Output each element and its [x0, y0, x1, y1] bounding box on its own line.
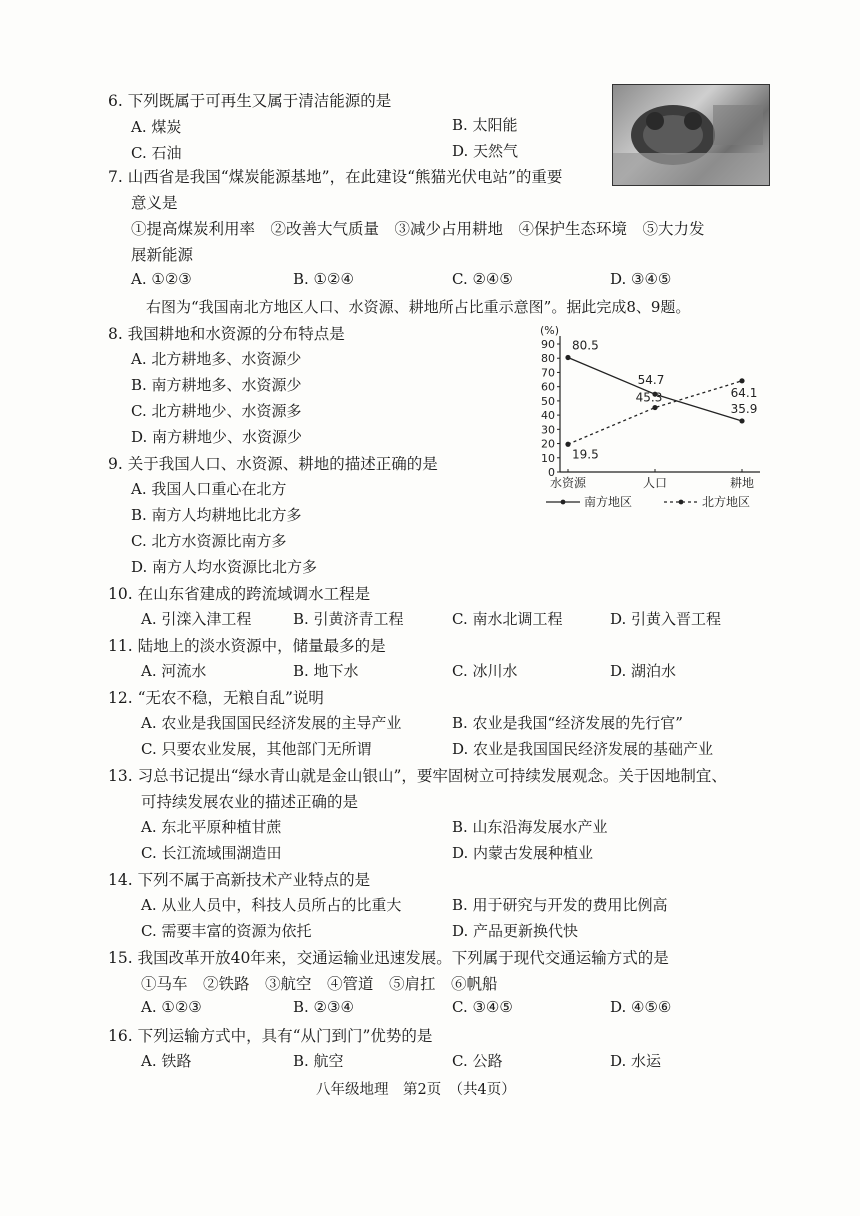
q15-stem: 15. 我国改革开放40年来，交通运输业迅速发展。下列属于现代交通运输方式的是 — [108, 949, 669, 967]
y-tick-label: 20 — [541, 437, 555, 451]
q14-option-a: A. 从业人员中，科技人员所占的比重大 — [141, 896, 402, 914]
q12-option-c: C. 只要农业发展，其他部门无所谓 — [141, 740, 372, 758]
q12-option-a: A. 农业是我国国民经济发展的主导产业 — [141, 714, 402, 732]
q14-option-d: D. 产品更新换代快 — [452, 922, 579, 940]
y-tick-label: 10 — [541, 451, 555, 465]
q15-option-a: A. ①②③ — [141, 998, 202, 1016]
q15-items: ①马车 ②铁路 ③航空 ④管道 ⑤肩扛 ⑥帆船 — [141, 975, 498, 993]
legend-label: 北方地区 — [702, 495, 751, 509]
q14-stem: 14. 下列不属于高新技术产业特点的是 — [108, 871, 371, 889]
data-point — [652, 405, 657, 410]
q7-stem-line2: 意义是 — [131, 194, 178, 212]
q8-option-c: C. 北方耕地少、水资源多 — [131, 402, 302, 420]
q8-option-d: D. 南方耕地少、水资源少 — [131, 428, 303, 446]
x-tick-label: 水资源 — [549, 476, 587, 490]
y-tick-label: 40 — [541, 409, 555, 423]
q6-option-d: D. 天然气 — [452, 142, 519, 160]
x-tick-label: 人口 — [642, 476, 668, 490]
q6-option-a: A. 煤炭 — [131, 118, 182, 136]
q9-option-d: D. 南方人均水资源比北方多 — [131, 558, 318, 576]
y-axis-label: (%) — [540, 324, 560, 337]
q13-option-b: B. 山东沿海发展水产业 — [452, 818, 608, 836]
y-tick-label: 90 — [541, 338, 555, 351]
y-tick-label: 50 — [541, 394, 555, 408]
q12-stem: 12. “无农不稳，无粮自乱”说明 — [108, 689, 324, 707]
q13-stem-line1: 13. 习总书记提出“绿水青山就是金山银山”，要牢固树立可持续发展观念。关于因地制宜、 — [108, 767, 727, 785]
q16-option-b: B. 航空 — [293, 1052, 344, 1070]
data-label: 80.5 — [572, 338, 599, 353]
q14-option-c: C. 需要丰富的资源为依托 — [141, 922, 312, 940]
q11-stem: 11. 陆地上的淡水资源中，储量最多的是 — [108, 637, 386, 655]
q8-option-b: B. 南方耕地多、水资源少 — [131, 376, 302, 394]
y-tick-label: 0 — [548, 466, 555, 479]
page-footer: 八年级地理 第2页 （共4页） — [316, 1082, 516, 1098]
q7-items-line2: 展新能源 — [131, 246, 194, 264]
q6-stem: 6. 下列既属于可再生又属于清洁能源的是 — [108, 92, 392, 110]
q13-option-d: D. 内蒙古发展种植业 — [452, 844, 594, 862]
q9-stem: 9. 关于我国人口、水资源、耕地的描述正确的是 — [108, 455, 438, 473]
q11-option-b: B. 地下水 — [293, 662, 359, 680]
q7-items-line1: ①提高煤炭利用率 ②改善大气质量 ③减少占用耕地 ④保护生态环境 ⑤大力发 — [131, 220, 705, 238]
q8-stem: 8. 我国耕地和水资源的分布特点是 — [108, 325, 345, 343]
q7-option-a: A. ①②③ — [131, 270, 192, 288]
q12-option-d: D. 农业是我国国民经济发展的基础产业 — [452, 740, 714, 758]
q10-stem: 10. 在山东省建成的跨流域调水工程是 — [108, 585, 371, 603]
population-water-farmland-chart — [530, 320, 780, 515]
legend-label: 南方地区 — [584, 495, 633, 509]
q10-option-b: B. 引黄济青工程 — [293, 610, 404, 628]
q10-option-a: A. 引滦入津工程 — [141, 610, 252, 628]
y-tick-label: 60 — [541, 380, 555, 394]
legend-marker — [679, 500, 684, 505]
q13-option-a: A. 东北平原种植甘蔗 — [141, 818, 282, 836]
x-tick-label: 耕地 — [729, 476, 755, 490]
q11-option-d: D. 湖泊水 — [610, 662, 677, 680]
data-point — [565, 442, 570, 447]
y-tick-label: 70 — [541, 366, 555, 380]
q13-stem-line2: 可持续发展农业的描述正确的是 — [141, 793, 359, 811]
q7-option-c: C. ②④⑤ — [452, 270, 513, 288]
q7-stem-line1: 7. 山西省是我国“煤炭能源基地”，在此建设“熊猫光伏电站”的重要 — [108, 168, 563, 186]
data-label: 54.7 — [637, 373, 665, 388]
data-point — [739, 378, 744, 383]
q16-stem: 16. 下列运输方式中，具有“从门到门”优势的是 — [108, 1027, 433, 1045]
q16-option-c: C. 公路 — [452, 1052, 503, 1070]
q14-option-b: B. 用于研究与开发的费用比例高 — [452, 896, 668, 914]
data-label: 64.1 — [730, 385, 758, 400]
q7-option-b: B. ①②④ — [293, 270, 354, 288]
q15-option-b: B. ②③④ — [293, 998, 354, 1016]
q9-option-b: B. 南方人均耕地比北方多 — [131, 506, 302, 524]
q16-option-d: D. 水运 — [610, 1052, 662, 1070]
q10-option-c: C. 南水北调工程 — [452, 610, 563, 628]
q15-option-c: C. ③④⑤ — [452, 998, 513, 1016]
data-label: 45.3 — [635, 390, 663, 405]
q10-option-d: D. 引黄入晋工程 — [610, 610, 722, 628]
q8-9-intro: 右图为“我国南北方地区人口、水资源、耕地所占比重示意图”。据此完成8、9题。 — [146, 298, 691, 316]
solar-station-photo — [612, 84, 770, 186]
data-point — [739, 418, 744, 423]
legend-marker — [561, 500, 566, 505]
q13-option-c: C. 长江流域围湖造田 — [141, 844, 282, 862]
q9-option-c: C. 北方水资源比南方多 — [131, 532, 287, 550]
q8-option-a: A. 北方耕地多、水资源少 — [131, 350, 302, 368]
q6-option-c: C. 石油 — [131, 144, 182, 162]
q15-option-d: D. ④⑤⑥ — [610, 998, 672, 1016]
y-tick-label: 30 — [541, 423, 555, 437]
q12-option-b: B. 农业是我国“经济发展的先行官” — [452, 714, 683, 732]
q11-option-c: C. 冰川水 — [452, 662, 518, 680]
data-point — [565, 355, 570, 360]
q11-option-a: A. 河流水 — [141, 662, 207, 680]
y-tick-label: 80 — [541, 352, 555, 366]
data-label: 35.9 — [730, 401, 758, 416]
q9-option-a: A. 我国人口重心在北方 — [131, 480, 287, 498]
q16-option-a: A. 铁路 — [141, 1052, 192, 1070]
q6-option-b: B. 太阳能 — [452, 116, 518, 134]
data-label: 19.5 — [572, 447, 599, 462]
q7-option-d: D. ③④⑤ — [610, 270, 672, 288]
